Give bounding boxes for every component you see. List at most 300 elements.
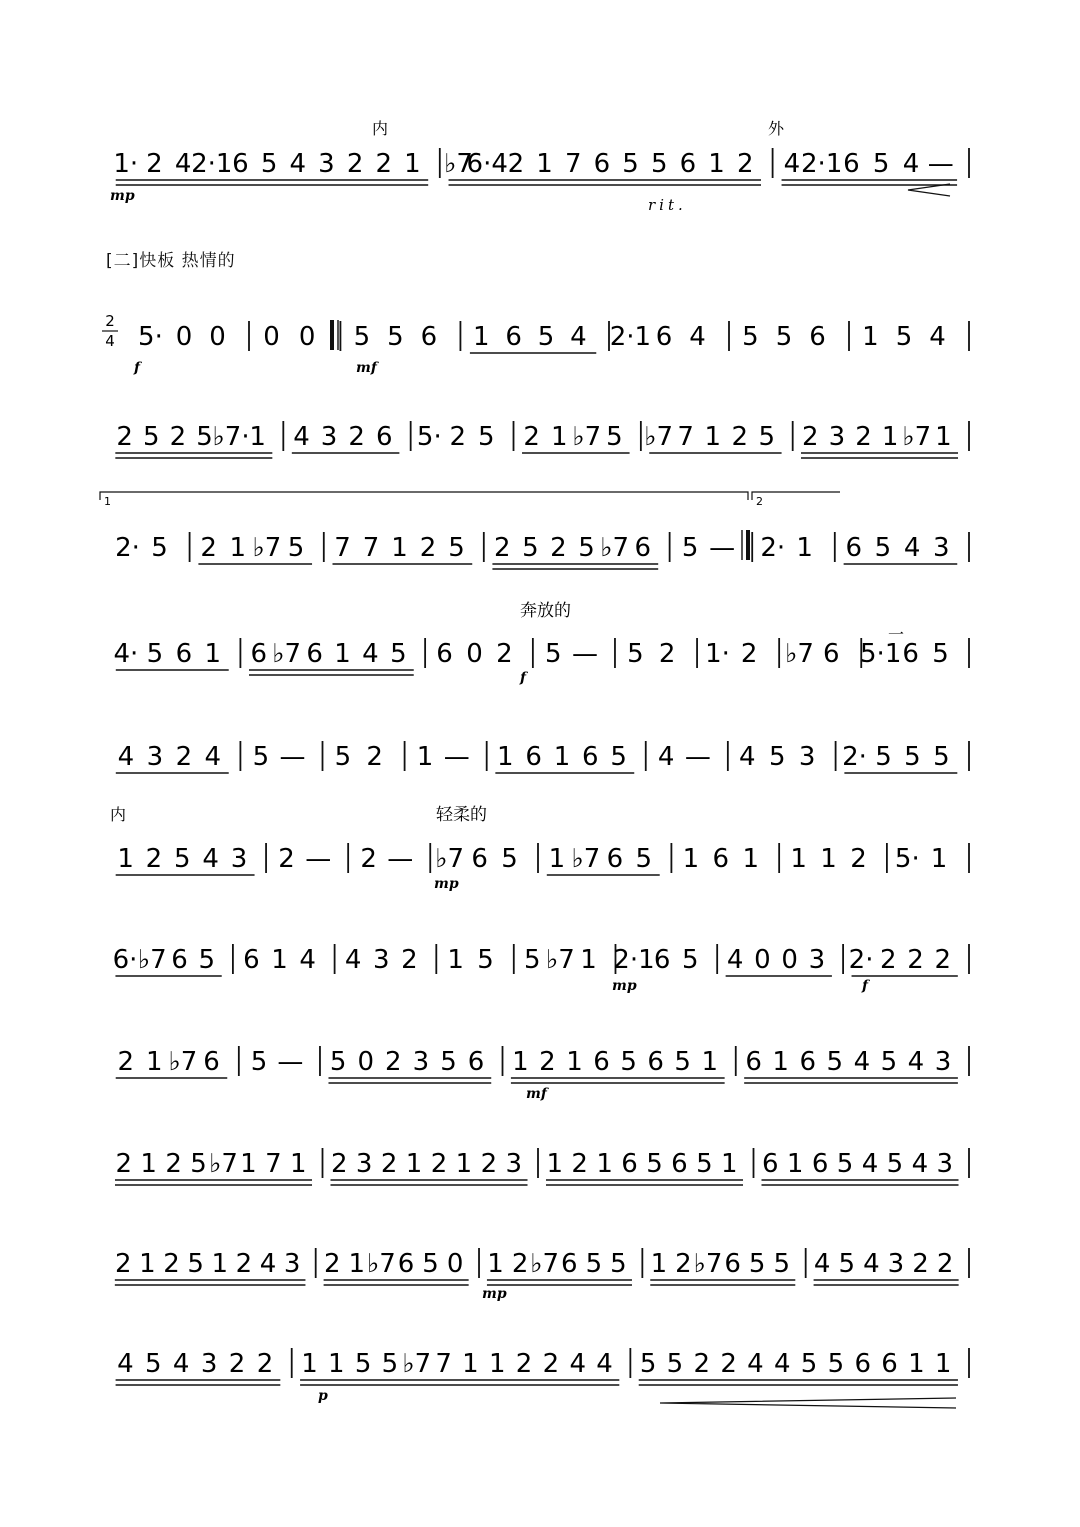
- note: 6: [505, 322, 522, 352]
- note: 1: [391, 533, 408, 563]
- note: 2: [114, 1249, 132, 1279]
- note: 2: [175, 742, 193, 772]
- note: 1: [405, 1149, 423, 1179]
- note: 2: [731, 422, 748, 452]
- note: 4: [929, 322, 946, 352]
- note: 2: [278, 844, 295, 874]
- note: 3: [412, 1047, 430, 1077]
- note: 5: [477, 945, 494, 975]
- note: 6: [171, 945, 188, 975]
- note: ♭7: [366, 1249, 396, 1279]
- note: 1: [548, 844, 566, 874]
- note: 4: [689, 322, 706, 352]
- note: 2: [115, 1149, 132, 1179]
- note: —: [277, 1047, 304, 1077]
- note: 1: [146, 1047, 163, 1077]
- note: 2: [912, 1249, 929, 1279]
- note: 2: [493, 533, 511, 563]
- note: 4: [299, 945, 316, 975]
- note: 0: [263, 322, 280, 352]
- note: 2: [693, 1349, 711, 1379]
- note: 4: [773, 1349, 791, 1379]
- note: 5: [748, 1249, 766, 1279]
- time-signature-top: 2: [105, 312, 115, 330]
- note: 1: [487, 1249, 504, 1279]
- note: 1: [546, 1149, 563, 1179]
- note: 7: [334, 533, 351, 563]
- note: 6·4: [466, 149, 508, 179]
- note: 6: [881, 1349, 898, 1379]
- note: 5: [545, 639, 562, 669]
- note: 1: [935, 422, 952, 452]
- note: 2: [675, 1249, 692, 1279]
- note: 6: [854, 1349, 871, 1379]
- note: 6: [250, 639, 268, 669]
- note: 6·: [112, 945, 138, 975]
- note: 4: [863, 1249, 880, 1279]
- note: —: [572, 639, 599, 669]
- note: 5: [773, 1249, 791, 1279]
- note: 5: [537, 322, 555, 352]
- note: 6: [845, 533, 863, 563]
- note: 1: [229, 533, 247, 563]
- dynamic-mark: mf: [356, 360, 377, 376]
- note: 6: [306, 639, 323, 669]
- note: 6: [647, 1047, 664, 1077]
- note: ♭7: [444, 149, 473, 179]
- note: ♭7: [572, 422, 602, 452]
- note: 4: [204, 742, 222, 772]
- note: 5: [933, 742, 950, 772]
- note: 0: [298, 322, 316, 352]
- note: 6: [761, 1149, 779, 1179]
- note: 5: [775, 322, 793, 352]
- note: 6: [606, 844, 624, 874]
- note: 1: [536, 149, 553, 179]
- note: 2·1: [801, 149, 843, 179]
- note: 6: [745, 1047, 762, 1077]
- note: 5: [448, 533, 465, 563]
- note: ♭7: [693, 1249, 723, 1279]
- note: 1: [462, 1349, 479, 1379]
- note: 2: [165, 1149, 182, 1179]
- note: 3: [887, 1249, 905, 1279]
- note: 3: [320, 422, 338, 452]
- note: 6: [811, 1149, 829, 1179]
- note: 5·: [416, 422, 442, 452]
- note: 1: [117, 844, 134, 874]
- note: 3: [372, 945, 390, 975]
- note: 6: [593, 149, 611, 179]
- note: 1: [290, 1149, 307, 1179]
- note: 6: [634, 533, 652, 563]
- note: 6: [653, 945, 671, 975]
- note: 2·1: [191, 149, 233, 179]
- note: 6: [724, 1249, 741, 1279]
- note: 5: [353, 322, 371, 352]
- volta-bracket-1: [100, 492, 748, 500]
- note: 7: [564, 149, 582, 179]
- note: 3: [146, 742, 164, 772]
- fingering-nei: 内: [372, 119, 389, 138]
- note: 2: [740, 639, 758, 669]
- note: 5·1: [860, 639, 902, 669]
- note: 5: [151, 533, 168, 563]
- note: 5: [146, 639, 164, 669]
- note: 6: [203, 1047, 220, 1077]
- dynamic-mark: mp: [110, 188, 135, 204]
- note: 2: [401, 945, 418, 975]
- note: —: [443, 742, 470, 772]
- note: 2: [880, 945, 897, 975]
- note: 4: [747, 1349, 764, 1379]
- note: 4: [570, 322, 587, 352]
- note: 1: [271, 945, 288, 975]
- fingering-wai: 外: [768, 119, 785, 138]
- note: 4: [117, 1349, 134, 1379]
- note: 3: [355, 1149, 373, 1179]
- note: 5: [875, 742, 892, 772]
- note: 4: [853, 1047, 871, 1077]
- note: 2: [323, 1249, 341, 1279]
- note: ♭7: [546, 945, 575, 975]
- note: 5: [872, 149, 890, 179]
- note: 1: [140, 1149, 157, 1179]
- note: 5: [523, 945, 541, 975]
- note: 1: [650, 1249, 668, 1279]
- note: 5: [627, 639, 644, 669]
- note: 5: [635, 844, 653, 874]
- note: 5·: [138, 322, 163, 352]
- note: 2·1: [609, 322, 652, 352]
- note: 1: [512, 1047, 529, 1077]
- note: 4: [362, 639, 379, 669]
- note: ♭7: [785, 639, 814, 669]
- note: 2: [117, 1047, 135, 1077]
- note: 6: [420, 322, 438, 352]
- note: 5: [836, 1149, 854, 1179]
- note: 5: [287, 533, 305, 563]
- crescendo-hairpin: [660, 1398, 956, 1408]
- note: 7: [265, 1149, 282, 1179]
- note: 5: [381, 1349, 399, 1379]
- note: 6: [561, 1249, 578, 1279]
- note: 5: [768, 742, 786, 772]
- note: 5: [610, 742, 627, 772]
- note: 1: [328, 1349, 345, 1379]
- note: 1: [742, 844, 759, 874]
- note: 5: [696, 1149, 713, 1179]
- note: 2: [169, 422, 187, 452]
- note: 2: [380, 1149, 398, 1179]
- note: 5: [827, 1349, 845, 1379]
- note: 5: [826, 1047, 844, 1077]
- note: 5: [880, 1047, 898, 1077]
- note: 5: [895, 322, 913, 352]
- note: 2: [539, 1047, 556, 1077]
- note: 6: [593, 1047, 610, 1077]
- note: 7: [362, 533, 380, 563]
- note: 1: [455, 1149, 473, 1179]
- dynamic-mark: p: [318, 1388, 328, 1404]
- note: 6: [621, 1149, 638, 1179]
- note: 0: [781, 945, 798, 975]
- note: ♭7: [252, 533, 282, 563]
- note: 1: [790, 844, 807, 874]
- note: 4: [202, 844, 219, 874]
- note: 5: [622, 149, 639, 179]
- note: 2: [720, 1349, 737, 1379]
- note: 5: [681, 945, 699, 975]
- note: 2·: [842, 742, 867, 772]
- note: 2: [256, 1349, 274, 1379]
- note: 1: [908, 1349, 925, 1379]
- note: 1: [497, 742, 514, 772]
- note: 2·1: [613, 945, 655, 975]
- dynamic-mark: mp: [482, 1286, 507, 1302]
- note: 6: [712, 844, 730, 874]
- note: 4: [657, 742, 675, 772]
- note: 4: [596, 1349, 613, 1379]
- note: 2: [449, 422, 467, 452]
- note: 3: [936, 1149, 954, 1179]
- note: 1: [488, 1349, 506, 1379]
- note: 5: [800, 1349, 818, 1379]
- time-signature-bottom: 4: [105, 332, 115, 350]
- note: 2: [511, 1249, 529, 1279]
- note: 2: [907, 945, 924, 975]
- note: ♭7: [209, 1149, 238, 1179]
- note: —: [684, 742, 711, 772]
- note: 1: [334, 639, 351, 669]
- dynamic-mark: f: [520, 670, 527, 686]
- note: 3: [808, 945, 826, 975]
- note: 2: [480, 1149, 498, 1179]
- note: —: [927, 149, 954, 179]
- note: 1: [553, 742, 571, 772]
- note: 4: [172, 1349, 190, 1379]
- note: 1: [721, 1149, 738, 1179]
- volta-number-1: 1: [104, 495, 111, 508]
- note: 5: [610, 1249, 627, 1279]
- note: 4: [783, 149, 801, 179]
- note: ♭7: [168, 1047, 198, 1077]
- note: 5: [646, 1149, 663, 1179]
- note: 1: [596, 1149, 613, 1179]
- note: 5: [758, 422, 776, 452]
- note: 6: [679, 149, 697, 179]
- note: 3: [798, 742, 816, 772]
- note: —: [387, 844, 414, 874]
- note: 1: [881, 422, 899, 452]
- note: 0: [446, 1249, 464, 1279]
- note: 2·: [115, 533, 140, 563]
- note: 6: [375, 422, 393, 452]
- note: 4: [813, 1249, 831, 1279]
- note: 4: [911, 1149, 929, 1179]
- note: 1: [796, 533, 813, 563]
- note: 1: [240, 1149, 257, 1179]
- note: 5: [422, 1249, 439, 1279]
- note: ♭7: [402, 1349, 432, 1379]
- note: 2: [523, 422, 540, 452]
- note: 4: [174, 149, 192, 179]
- note: 6: [243, 945, 260, 975]
- note: 0: [209, 322, 226, 352]
- note: 6: [823, 639, 840, 669]
- note: 5: [387, 322, 404, 352]
- note: 1: [211, 1249, 229, 1279]
- note: 2: [515, 1349, 533, 1379]
- note: 5: [904, 742, 921, 772]
- note: 1: [772, 1047, 789, 1077]
- note: 6: [799, 1047, 817, 1077]
- note: 2: [571, 1149, 588, 1179]
- note: ♭7: [571, 844, 601, 874]
- note: 2: [736, 149, 754, 179]
- note: 1: [708, 149, 725, 179]
- note: 4: [902, 149, 920, 179]
- note: 5: [650, 149, 668, 179]
- note: 1: [301, 1349, 318, 1379]
- dynamic-mark: mf: [526, 1086, 547, 1102]
- note: 1: [930, 844, 948, 874]
- note: —: [279, 742, 306, 772]
- note: 5: [190, 1149, 207, 1179]
- note: 0: [466, 639, 483, 669]
- note: 5: [681, 533, 699, 563]
- note: 5: [886, 1149, 904, 1179]
- dynamic-mark: mp: [612, 978, 637, 994]
- note: 6: [902, 639, 919, 669]
- note: 3: [934, 1047, 952, 1077]
- note: 5: [145, 1349, 162, 1379]
- note: ♭7·: [212, 422, 250, 452]
- note: 1: [404, 149, 421, 179]
- note: 2: [855, 422, 872, 452]
- note: 4: [117, 742, 135, 772]
- dynamic-mark: f: [862, 978, 869, 994]
- note: 2: [348, 422, 365, 452]
- note: 2: [200, 533, 217, 563]
- note: 5: [874, 533, 892, 563]
- note: 2: [658, 639, 676, 669]
- note: 2: [496, 639, 513, 669]
- note: 4: [903, 533, 921, 563]
- note: 3: [200, 1349, 218, 1379]
- note: 1: [580, 945, 597, 975]
- note: 5: [838, 1249, 856, 1279]
- note: 5: [198, 945, 216, 975]
- note: 5: [606, 422, 623, 452]
- note: 5: [666, 1349, 684, 1379]
- note: 1: [701, 1047, 719, 1077]
- note: ♭7: [272, 639, 302, 669]
- note: ♭7: [902, 422, 932, 452]
- note: 5: [354, 1349, 372, 1379]
- note: 5: [440, 1047, 457, 1077]
- note: 2: [360, 844, 377, 874]
- note: 1: [820, 844, 837, 874]
- note: 5: [639, 1349, 657, 1379]
- note: 5: [196, 422, 213, 452]
- note: 2: [366, 742, 383, 772]
- note: 1: [566, 1047, 583, 1077]
- dynamic-mark: mp: [434, 876, 459, 892]
- note: 6: [525, 742, 542, 772]
- note: —: [709, 533, 736, 563]
- note: 1: [862, 322, 879, 352]
- note: 1: [447, 945, 464, 975]
- note: ♭7: [435, 844, 465, 874]
- note: 5: [250, 1047, 268, 1077]
- note: 3: [318, 149, 335, 179]
- note: 2: [116, 422, 133, 452]
- note: 1: [682, 844, 700, 874]
- note: 4: [569, 1349, 587, 1379]
- note: 5: [260, 149, 278, 179]
- note: 2·: [848, 945, 874, 975]
- note: 5: [174, 844, 191, 874]
- note: 2: [419, 533, 437, 563]
- note: 3: [505, 1149, 523, 1179]
- note: 4: [289, 149, 307, 179]
- note: 5: [932, 639, 949, 669]
- note: 1: [472, 322, 490, 352]
- note: 1: [204, 639, 222, 669]
- note: —: [305, 844, 332, 874]
- volta-bracket-2: [752, 492, 840, 500]
- note: 2: [146, 149, 163, 179]
- note: 2: [550, 533, 567, 563]
- note: 6: [175, 639, 193, 669]
- note: 6: [843, 149, 860, 179]
- note: 6: [809, 322, 826, 352]
- note: 6: [582, 742, 599, 772]
- note: 1·: [705, 639, 730, 669]
- note: 2: [330, 1149, 348, 1179]
- note: 5: [334, 742, 352, 772]
- note: 0: [754, 945, 771, 975]
- note: 0: [357, 1047, 374, 1077]
- note: 5: [187, 1249, 204, 1279]
- note: 2: [235, 1249, 253, 1279]
- note: 5·: [894, 844, 920, 874]
- note: ♭7: [137, 945, 167, 975]
- dynamic-mark: f: [134, 360, 141, 376]
- note: 5: [329, 1047, 347, 1077]
- note: 5: [620, 1047, 637, 1077]
- note: ♭7: [644, 422, 674, 452]
- fingering-nei: 内: [110, 805, 127, 824]
- note: ♭7: [600, 533, 630, 563]
- note: 1: [348, 1249, 366, 1279]
- note: 1: [934, 1349, 952, 1379]
- note: 2: [542, 1349, 560, 1379]
- note: 5: [742, 322, 759, 352]
- expression-qingrou: 轻柔的: [436, 805, 487, 825]
- note: 4: [293, 422, 310, 452]
- note: 2: [145, 844, 163, 874]
- note: 2: [375, 149, 393, 179]
- note: 2·: [760, 533, 786, 563]
- note: 3: [828, 422, 846, 452]
- note: 1: [704, 422, 721, 452]
- note: 5: [142, 422, 160, 452]
- note: 4·: [113, 639, 139, 669]
- note: 1: [416, 742, 434, 772]
- note: 5: [252, 742, 270, 772]
